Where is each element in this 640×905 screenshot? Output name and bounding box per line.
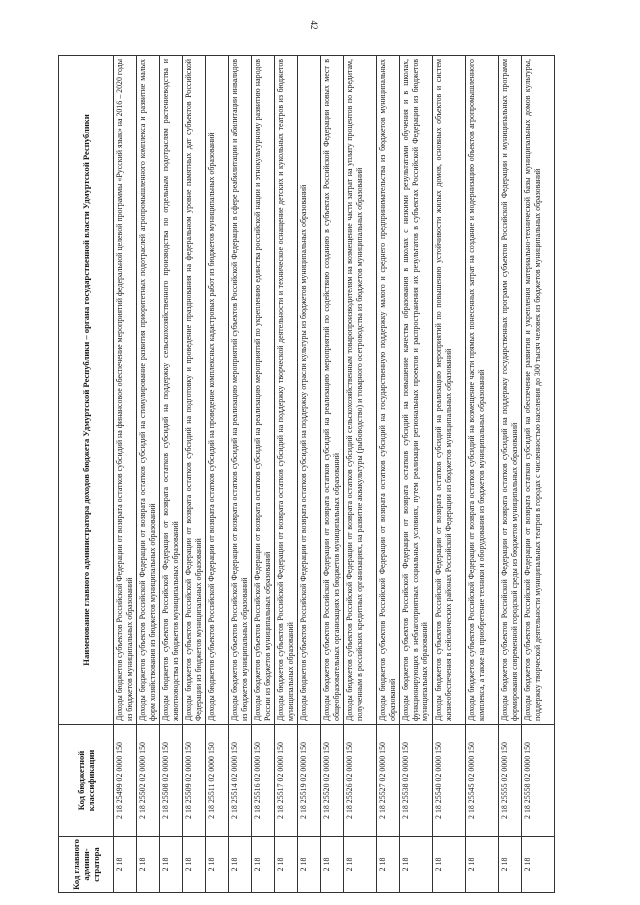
description-cell: Доходы бюджетов субъектов Российской Федерации от возврата остатков субсидий на государственную поддержку малого и среднего предпринимательства из бюджетов муниципальных образований	[377, 56, 400, 725]
budget-code-cell: 2 18 25502 02 0000 150	[137, 725, 160, 837]
description-cell: Доходы бюджетов субъектов Российской Федерации от возврата остатков субсидий на обеспечение развития и укрепления материально-технической базы муниципальных домов культуры, поддержку творческой деятельности муниципальных театров в городах с численностью населения до 300 тысяч человек из бюджетов муниципальных образований	[522, 56, 555, 725]
admin-code-cell: 2 18	[377, 837, 400, 893]
description-cell: Доходы бюджетов субъектов Российской Федерации от возврата остатков субсидий на финансовое обеспечение мероприятий федеральной целевой программы «Русский язык» на 2016 – 2020 годы из бюджетов муниципальных образований	[114, 56, 137, 725]
admin-code-cell: 2 18	[522, 837, 555, 893]
description-cell: Доходы бюджетов субъектов Российской Федерации от возврата остатков субсидий на поддержку отрасли культуры из бюджетов муниципальных образований	[298, 56, 321, 725]
admin-code-cell: 2 18	[344, 837, 377, 893]
table-row	[137, 56, 160, 893]
admin-code-cell: 2 18	[321, 837, 344, 893]
description-cell: Доходы бюджетов субъектов Российской Федерации от возврата остатков субсидий на реализацию мероприятий субъектов Российской Федерации в сфере реабилитации и абилитации инвалидов из бюджетов муниципальных образований	[229, 56, 252, 725]
budget-code-cell: 2 18 25509 02 0000 150	[183, 725, 206, 837]
admin-code-cell: 2 18	[400, 837, 433, 893]
admin-code-cell: 2 18	[229, 837, 252, 893]
admin-code-cell: 2 18	[275, 837, 298, 893]
budget-code-cell: 2 18 25520 02 0000 150	[321, 725, 344, 837]
description-cell: Доходы бюджетов субъектов Российской Федерации от возврата остатков субсидий на поддержку государственных программ субъектов Российской Федерации и муниципальных программ формирования современной городской среды из бюджетов муниципальных образований	[499, 56, 522, 725]
header-admin-name: Наименование главного администратора доходов бюджета Удмуртской Республики – органа государственной власти Удмуртской Республики	[59, 56, 114, 725]
header-admin-code: Код главного админи-стратора	[59, 837, 114, 893]
admin-code-cell: 2 18	[499, 837, 522, 893]
budget-code-cell: 2 18 25511 02 0000 150	[206, 725, 229, 837]
budget-code-cell: 2 18 25545 02 0000 150	[466, 725, 499, 837]
table-header-row	[59, 56, 114, 893]
admin-code-cell: 2 18	[183, 837, 206, 893]
budget-code-cell: 2 18 25519 02 0000 150	[298, 725, 321, 837]
description-cell: Доходы бюджетов субъектов Российской Федерации от возврата остатков субсидий на проведение комплексных кадастровых работ из бюджетов муниципальных образований	[206, 56, 229, 725]
admin-code-cell: 2 18	[252, 837, 275, 893]
table-row	[275, 56, 298, 893]
admin-code-cell: 2 18	[114, 837, 137, 893]
description-cell: Доходы бюджетов субъектов Российской Федерации от возврата остатков субсидий на стимулирование развития приоритетных подотраслей агропромышленного комплекса и развитие малых форм хозяйствования из бюджетов муниципальных образований	[137, 56, 160, 725]
budget-code-cell: 2 18 25517 02 0000 150	[275, 725, 298, 837]
budget-code-cell: 2 18 25499 02 0000 150	[114, 725, 137, 837]
budget-code-cell: 2 18 25555 02 0000 150	[499, 725, 522, 837]
budget-code-cell: 2 18 25514 02 0000 150	[229, 725, 252, 837]
budget-code-cell: 2 18 25527 02 0000 150	[377, 725, 400, 837]
revenue-codes-table	[58, 55, 555, 893]
description-cell: Доходы бюджетов субъектов Российской Федерации от возврата остатков субсидий на повышение качества образования в школах с низкими результатами обучения и в школах, функционирующих в неблагоприятных социальных условиях, путем реализации региональных проектов и распространения их результатов в субъектах Российской Федерации из бюджетов муниципальных образований	[400, 56, 433, 725]
table-row	[321, 56, 344, 893]
description-cell: Доходы бюджетов субъектов Российской Федерации от возврата остатков субсидий сельскохозяйственным товаропроизводителям на возмещение части затрат на уплату процентов по кредитам, полученным в российских кредитных организациях, на развитие аквакультуры (рыбоводство) и товарного осетроводства из бюджетов муниципальных образований	[344, 56, 377, 725]
header-budget-code: Код бюджетной классификации	[59, 725, 114, 837]
table-row	[298, 56, 321, 893]
admin-code-cell: 2 18	[466, 837, 499, 893]
admin-code-cell: 2 18	[160, 837, 183, 893]
description-cell: Доходы бюджетов субъектов Российской Федерации от возврата остатков субсидий на реализацию мероприятий по повышению устойчивости жилых домов, основных объектов и систем жизнеобеспечения в сейсмических районах Российской Федерации из бюджетов муниципальных образований	[433, 56, 466, 725]
budget-code-cell: 2 18 25540 02 0000 150	[433, 725, 466, 837]
table-row	[183, 56, 206, 893]
table-row	[344, 56, 377, 893]
description-cell: Доходы бюджетов субъектов Российской Федерации от возврата остатков субсидий на подготовку и проведение празднования на федеральном уровне памятных дат субъектов Российской Федерации из бюджетов муниципальных образований	[183, 56, 206, 725]
table-row	[114, 56, 137, 893]
table-row	[400, 56, 433, 893]
table-row	[377, 56, 400, 893]
budget-code-cell: 2 18 25516 02 0000 150	[252, 725, 275, 837]
table-row	[522, 56, 555, 893]
table-row	[499, 56, 522, 893]
description-cell: Доходы бюджетов субъектов Российской Федерации от возврата остатков субсидий на поддержку творческой деятельности и техническое оснащение детских и кукольных театров из бюджетов муниципальных образований	[275, 56, 298, 725]
admin-code-cell: 2 18	[433, 837, 466, 893]
budget-code-cell: 2 18 25526 02 0000 150	[344, 725, 377, 837]
admin-code-cell: 2 18	[206, 837, 229, 893]
page-number: 42	[309, 20, 319, 30]
table-row	[466, 56, 499, 893]
table-row	[252, 56, 275, 893]
admin-code-cell: 2 18	[298, 837, 321, 893]
budget-code-cell: 2 18 25538 02 0000 150	[400, 725, 433, 837]
table-row	[206, 56, 229, 893]
description-cell: Доходы бюджетов субъектов Российской Федерации от возврата остатков субсидий на поддержку сельскохозяйственного производства по отдельным подотраслям растениеводства и животноводства из бюджетов муниципальных образований	[160, 56, 183, 725]
table-row	[433, 56, 466, 893]
table-row	[160, 56, 183, 893]
description-cell: Доходы бюджетов субъектов Российской Федерации от возврата остатков субсидий на возмещение части прямых понесенных затрат на создание и модернизацию объектов агропромышленного комплекса, а также на приобретение техники и оборудования из бюджетов муниципальных образований	[466, 56, 499, 725]
rotated-page	[58, 56, 586, 893]
description-cell: Доходы бюджетов субъектов Российской Федерации от возврата остатков субсидий на реализацию мероприятий по укреплению единства российской нации и этнокультурному развитию народов России из бюджетов муниципальных образований	[252, 56, 275, 725]
description-cell: Доходы бюджетов субъектов Российской Федерации от возврата остатков субсидий на реализацию мероприятий по содействию созданию в субъектах Российской Федерации новых мест в общеобразовательных организациях из бюджетов муниципальных образований	[321, 56, 344, 725]
table-row	[229, 56, 252, 893]
budget-code-cell: 2 18 25558 02 0000 150	[522, 725, 555, 837]
admin-code-cell: 2 18	[137, 837, 160, 893]
budget-code-cell: 2 18 25508 02 0000 150	[160, 725, 183, 837]
